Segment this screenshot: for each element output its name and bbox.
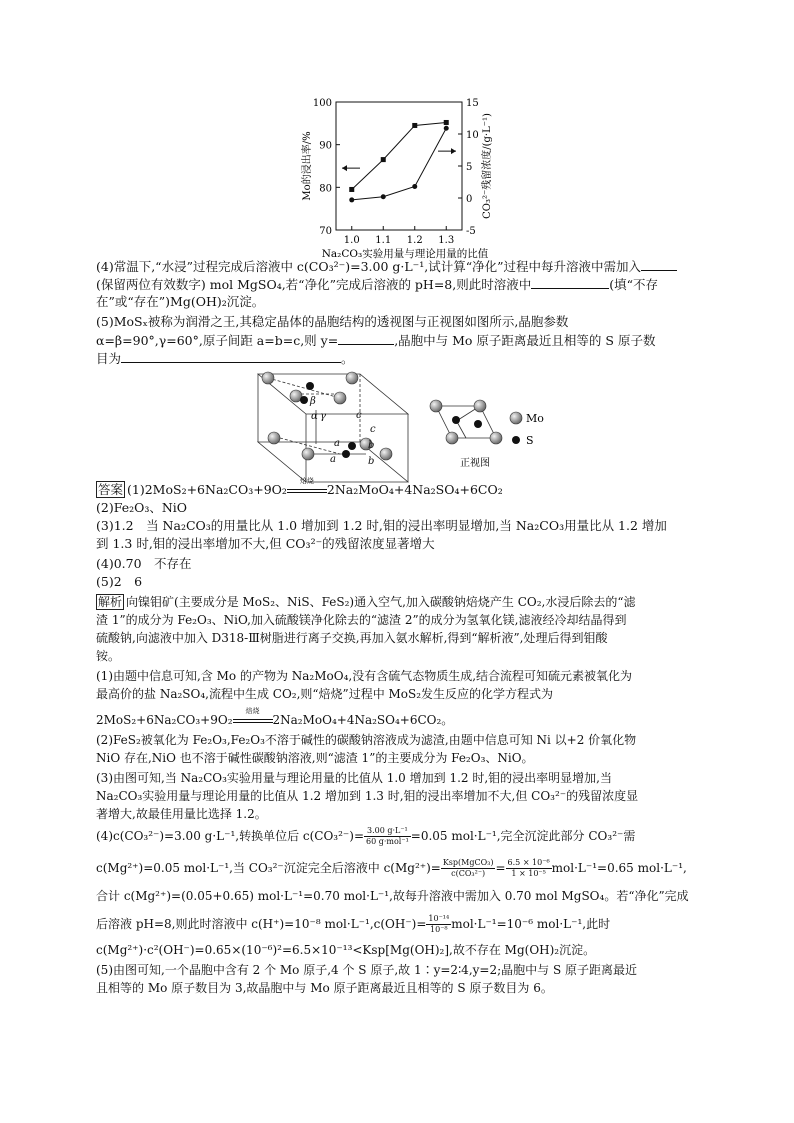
mo-atom: [446, 432, 458, 444]
mo-atom: [490, 432, 502, 444]
answer-line-3: (3)1.2 当 Na₂CO₃的用量比从 1.0 增加到 1.2 时,钼的浸出率明显增加,当 Na₂CO₃用量比从 1.2 增加: [96, 518, 667, 533]
left-y-tick-label: 70: [319, 226, 332, 237]
right-y-tick-label: 15: [466, 98, 479, 109]
analysis-p3-line-1: (3)由图可知,当 Na₂CO₃实验用量与理论用量的比值从 1.0 增加到 1.2 时,钼的浸出率明显增加,当: [96, 771, 612, 785]
analysis-p1-line-3: 2MoS₂+6Na₂CO₃+9O₂ 焙烧 2Na₂MoO₄+4Na₂SO₄+6CO₂。: [96, 707, 454, 727]
analysis-line-3: 硫酸钠,向滤液中加入 D318-Ⅲ树脂进行离子交换,再加入氨水解析,得到“解析液”,处理后得到钼酸: [96, 631, 608, 645]
series-point-circle: [412, 184, 417, 189]
q4-blank-1[interactable]: [641, 258, 677, 271]
analysis-line-1: 解析 向镍钼矿(主要成分是 MoS₂、NiS、FeS₂)通入空气,加入碳酸钠焙烧产生 CO₂,水浸后除去的“滤: [98, 595, 636, 609]
mo-atom: [268, 432, 280, 444]
svg-text:Mo: Mo: [526, 412, 544, 425]
mo-atom: [302, 448, 314, 460]
series-point-square: [381, 157, 386, 162]
analysis-p5-line-2: 且相等的 Mo 原子数目为 3,故晶胞中与 Mo 原子距离最近且相等的 S 原子数目为 6。: [96, 981, 553, 995]
s-atom: [342, 450, 350, 458]
svg-text:α: α: [311, 411, 318, 422]
x-tick-label: 1.3: [438, 235, 455, 246]
right-y-tick-label: 10: [466, 130, 479, 141]
svg-text:a: a: [330, 454, 336, 465]
svg-text:a: a: [334, 438, 340, 449]
s-atom: [300, 396, 308, 404]
analysis-p1-line-2: 最高价的盐 Na₂SO₄,流程中生成 CO₂,则“焙烧”过程中 MoS₂发生反应的化学方程式为: [96, 687, 554, 701]
answer-line-1: 答案 (1)2MoS₂+6Na₂CO₃+9O₂ 焙烧 2Na₂MoO₄+4Na₂SO₄+6CO₂: [98, 477, 503, 497]
x-tick-label: 1.2: [406, 235, 423, 246]
q4-blank-2[interactable]: [531, 276, 609, 289]
mo-atom: [346, 372, 358, 384]
mo-atom: [380, 448, 392, 460]
right-axis-arrowhead: [451, 148, 456, 154]
svg-text:β: β: [310, 396, 316, 407]
right-y-tick-label: 0: [466, 194, 473, 205]
q4-line-2: (保留两位有效数字) mol MgSO₄,若“净化”完成后溶液的 pH=8,则此时溶液中 (填“不存: [96, 277, 659, 292]
x-axis-label: Na₂CO₃实验用量与理论用量的比值: [321, 248, 489, 260]
s-atom: [306, 382, 314, 390]
series-line-1: [352, 128, 447, 200]
left-y-tick-label: 90: [319, 140, 332, 152]
q4-line-3: 在”或“存在”)Mg(OH)₂沉淀。: [96, 294, 265, 309]
series-point-square: [349, 187, 354, 192]
analysis-p4-line-2: c(Mg²⁺)=0.05 mol·L⁻¹,当 CO₃²⁻沉淀完全后溶液中 c(Mg²⁺)= $\frac{\text{Ksp(MgCO₃)}}{\text{c(CO₃²⁻)}}$ = $\frac{\text{6.5 × 10⁻⁶}}{\text{1 × 10⁻⁵}}$ mol·L⁻¹=0.65 mol·L⁻¹,: [96, 858, 687, 878]
analysis-p2-line-2: NiO 存在,NiO 也不溶于碱性碳酸钠溶液,则“滤渣 1”的主要成分为 Fe₂O₃、NiO。: [96, 751, 534, 765]
analysis-p2-line-1: (2)FeS₂被氧化为 Fe₂O₃,Fe₂O₃不溶于碱性的碳酸钠溶液成为滤渣,由题中信息可知 Ni 以+2 价氧化物: [96, 733, 637, 747]
left-axis-arrowhead: [342, 165, 347, 171]
q4-line-1: (4)常温下,“水浸”过程完成后溶液中 c(CO₃²⁻)=3.00 g·L⁻¹,试计算“净化”过程中每升溶液中需加入: [96, 258, 677, 275]
series-point-square: [412, 123, 417, 128]
svg-text:b: b: [368, 456, 375, 467]
analysis-p5-line-1: (5)由图可知,一个晶胞中含有 2 个 Mo 原子,4 个 S 原子,故 1∶y=2∶4,y=2;晶胞中与 S 原子距离最近: [96, 963, 637, 977]
s-atom: [452, 416, 460, 424]
analysis-p3-line-3: 著增大,故最佳用量比选择 1.2。: [96, 807, 267, 821]
mo-atom: [474, 400, 486, 412]
series-point-circle: [349, 197, 354, 202]
right-y-axis-label: CO₃²⁻残留浓度/(g·L⁻¹): [482, 113, 493, 219]
svg-text:c: c: [370, 424, 376, 435]
q5-blank-2[interactable]: [121, 350, 341, 363]
x-tick-label: 1.0: [343, 235, 360, 246]
q5-line-3: 目为 。: [96, 351, 354, 366]
series-point-circle: [381, 194, 386, 199]
answer-line-2: (2)Fe₂O₃、NiO: [96, 500, 188, 515]
q5-line-2: α=β=90°,γ=60°,原子间距 a=b=c,则 y= ,晶胞中与 Mo 原子距离最近且相等的 S 原子数: [96, 333, 656, 348]
series-line-0: [352, 122, 447, 189]
left-y-axis-label: Mo的浸出率/%: [302, 131, 313, 201]
answer-line-6: (5)2 6: [96, 574, 143, 589]
svg-text:S: S: [526, 434, 534, 447]
crystal-structure-figure: [0, 366, 794, 486]
atom-legend: [510, 412, 544, 447]
perspective-view: [258, 374, 408, 482]
left-y-tick-label: 100: [312, 98, 332, 109]
series-point-square: [444, 120, 449, 125]
analysis-line-2: 渣 1”的成分为 Fe₂O₃、NiO,加入硫酸镁净化除去的“滤渣 2”的成分为氢氧化镁,滤液经冷却结晶得到: [96, 613, 627, 627]
series-point-circle: [444, 126, 449, 131]
svg-text:c: c: [356, 410, 362, 421]
analysis-line-4: 铵。: [96, 649, 121, 663]
right-y-tick-label: -5: [466, 226, 476, 237]
mo-atom: [262, 372, 274, 384]
svg-text:γ: γ: [320, 411, 326, 422]
svg-text:正视图: 正视图: [460, 458, 490, 469]
left-y-tick-label: 80: [319, 183, 332, 195]
analysis-p4-line-3: 合计 c(Mg²⁺)=(0.05+0.65) mol·L⁻¹=0.70 mol·L⁻¹,故每升溶液中需加入 0.70 mol MgSO₄。若“净化”完成: [96, 889, 689, 903]
answer-line-4: 到 1.3 时,钼的浸出率增加不大,但 CO₃²⁻的残留浓度显著增大: [96, 536, 435, 551]
perspective-letters: [309, 396, 376, 467]
x-tick-label: 1.1: [375, 235, 392, 246]
analysis-p4-line-1: (4)c(CO₃²⁻)=3.00 g·L⁻¹,转换单位后 c(CO₃²⁻)= $\frac{\text{3.00 g·L⁻¹}}{\text{60 g·mol⁻¹}}$ =0.05 mol·L⁻¹,完全沉淀此部分 CO₃²⁻需: [96, 826, 636, 846]
mo-atom: [334, 392, 346, 404]
front-view: [436, 406, 496, 438]
right-y-tick-label: 5: [466, 162, 473, 173]
analysis-p4-line-5: c(Mg²⁺)·c²(OH⁻)=0.65×(10⁻⁶)²=6.5×10⁻¹³<Ksp[Mg(OH)₂],故不存在 Mg(OH)₂沉淀。: [96, 943, 596, 957]
analysis-p3-line-2: Na₂CO₃实验用量与理论用量的比值从 1.2 增加到 1.3 时,钼的浸出率增加不大,但 CO₃²⁻的残留浓度显: [96, 789, 639, 803]
mo-atom: [430, 400, 442, 412]
analysis-p1-line-1: (1)由题中信息可知,含 Mo 的产物为 Na₂MoO₄,没有含硫气态物质生成,结合流程可知硫元素被氧化为: [96, 669, 633, 683]
svg-text:b: b: [368, 440, 375, 451]
analysis-p4-line-4: 后溶液 pH=8,则此时溶液中 c(H⁺)=10⁻⁸ mol·L⁻¹,c(OH⁻)= $\frac{\text{10⁻¹⁴}}{\text{10⁻⁸}}$ mol·L⁻¹=10⁻⁶ mol·L⁻¹,此时: [96, 914, 611, 934]
q5-line-1: (5)MoSₓ被称为润滑之王,其稳定晶体的晶胞结构的透视图与正视图如图所示,晶胞参数: [96, 314, 569, 329]
plot-frame: [336, 102, 462, 230]
q5-blank-1[interactable]: [338, 332, 394, 345]
answer-line-5: (4)0.70 不存在: [96, 556, 192, 571]
s-atom: [348, 442, 356, 450]
s-atom: [474, 420, 482, 428]
